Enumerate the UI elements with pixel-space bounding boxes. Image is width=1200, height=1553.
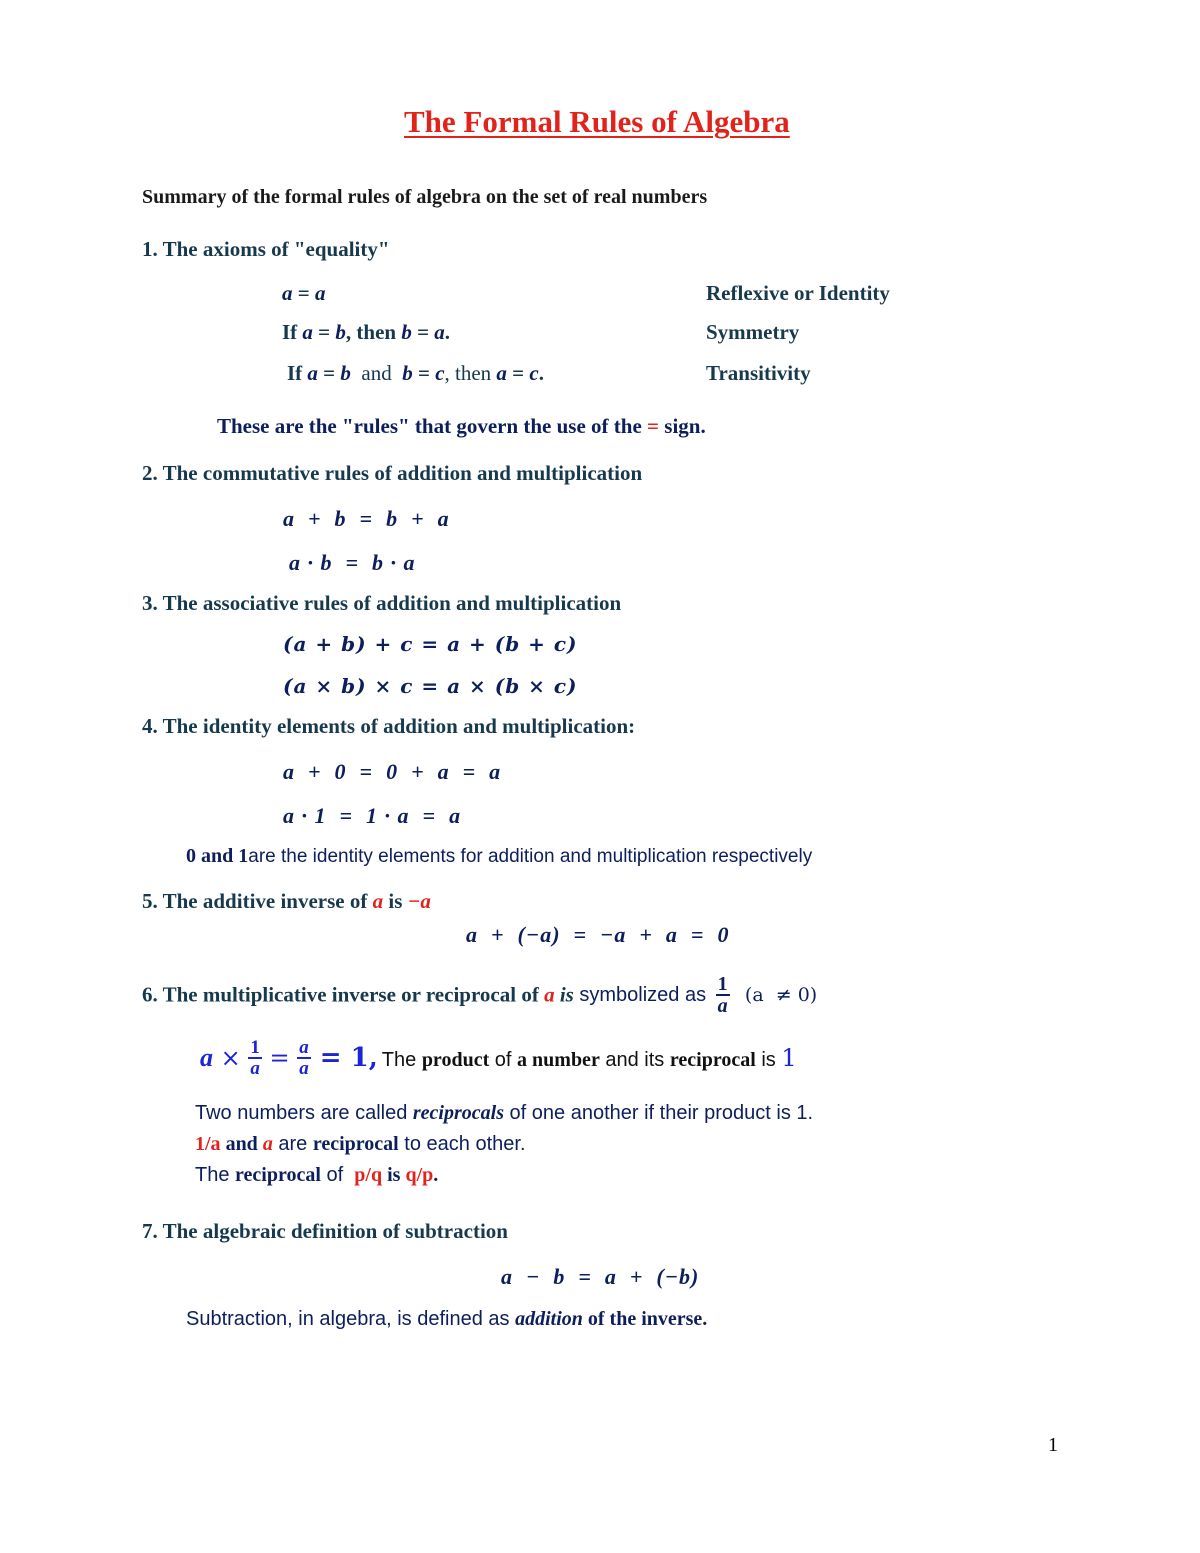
- text-is: is: [755, 1049, 782, 1071]
- reciprocal-definition-line: [195, 1102, 813, 1125]
- equals-sign: =: [411, 320, 435, 344]
- reciprocal-pair-line: [195, 1133, 526, 1156]
- transitivity-equation: [287, 361, 544, 386]
- text: Subtraction, in algebra, is defined as: [186, 1308, 516, 1330]
- section-3-heading: 3. The associative rules of addition and multiplication: [142, 591, 622, 615]
- var-a: a: [372, 889, 384, 913]
- section-5-heading: [142, 889, 431, 914]
- text-one: 1: [781, 1044, 797, 1072]
- var-a: a: [496, 361, 507, 385]
- var-a: a: [302, 320, 313, 344]
- equals-sign: =: [261, 1044, 298, 1072]
- var-b: b: [401, 320, 412, 344]
- var-negative-a: −a: [407, 889, 431, 913]
- fraction-denominator: a: [299, 1058, 309, 1079]
- equals-one: = 1,: [310, 1043, 378, 1073]
- transitivity-label: Transitivity: [706, 361, 811, 385]
- heading-text: 5. The additive inverse of: [142, 889, 373, 913]
- var-a: a: [282, 281, 293, 305]
- equals-sign: =: [292, 281, 315, 305]
- equals-sign: =: [647, 414, 660, 438]
- heading-is: is: [554, 982, 574, 1007]
- reciprocal-product-line: [200, 1038, 797, 1078]
- page-title: The Formal Rules of Algebra: [404, 104, 790, 139]
- heading-is: is: [383, 889, 408, 913]
- then-word: , then: [444, 361, 497, 385]
- text-reciprocals: reciprocals: [412, 1102, 504, 1124]
- section-7-heading: 7. The algebraic definition of subtraction: [142, 1219, 508, 1243]
- reciprocal-pq-line: [195, 1164, 438, 1187]
- var-a: a: [544, 982, 555, 1007]
- fraction-one-over-a: [248, 1038, 262, 1078]
- var-a: a: [314, 281, 326, 305]
- text-of: of: [320, 1164, 355, 1186]
- associative-multiplication-equation: (a × b) × c = a × (b × c): [283, 674, 578, 698]
- text-product: product: [421, 1049, 490, 1071]
- heading-text: 6. The multiplicative inverse or reciprocal of: [142, 982, 545, 1007]
- var-c: c: [435, 361, 445, 385]
- equality-note: [217, 414, 706, 439]
- subtraction-note: [186, 1308, 707, 1331]
- symmetry-label: Symmetry: [706, 320, 800, 344]
- multiplicative-identity-equation: a · 1 = 1 · a = a: [283, 803, 462, 828]
- text-reciprocal: reciprocal: [235, 1164, 321, 1186]
- associative-addition-equation: (a + b) + c = a + (b + c): [283, 632, 578, 656]
- text-addition: addition: [515, 1308, 583, 1330]
- period: .: [538, 361, 544, 385]
- symmetry-equation: [282, 320, 450, 345]
- fraction-denominator: a: [250, 1058, 260, 1079]
- text-and: and: [220, 1133, 263, 1155]
- nonzero-condition: (a ≠ 0): [744, 983, 818, 1006]
- equals-sign: =: [506, 361, 530, 385]
- fraction-numerator: 1: [250, 1037, 260, 1058]
- then-word: , then: [345, 320, 402, 344]
- equals-sign: =: [412, 361, 436, 385]
- text-reciprocal: reciprocal: [312, 1133, 399, 1155]
- one-over-a-text: 1/a: [195, 1133, 221, 1155]
- text-is: is: [382, 1164, 406, 1186]
- text-the: The: [381, 1049, 422, 1071]
- text-of-the-inverse: of the inverse.: [582, 1308, 708, 1330]
- var-a: a: [434, 320, 445, 344]
- if-word: If: [282, 320, 303, 344]
- additive-inverse-equation: a + (−a) = −a + a = 0: [466, 922, 730, 947]
- var-b: b: [340, 361, 351, 385]
- commutative-multiplication-equation: a · b = b · a: [289, 550, 416, 575]
- note-text-end: sign.: [659, 414, 706, 438]
- equals-sign: =: [312, 320, 336, 344]
- text: of one another if their product is 1.: [503, 1102, 814, 1124]
- identity-elements: 0 and 1: [186, 845, 249, 867]
- reflexive-label: Reflexive or Identity: [706, 281, 890, 305]
- text-reciprocal: reciprocal: [669, 1049, 756, 1071]
- times-sign: ×: [213, 1044, 249, 1072]
- var-a: a: [307, 361, 318, 385]
- commutative-addition-equation: a + b = b + a: [283, 506, 450, 531]
- additive-identity-equation: a + 0 = 0 + a = a: [283, 759, 502, 784]
- section-1-heading: 1. The axioms of "equality": [142, 237, 390, 261]
- page-number: 1: [1048, 1434, 1058, 1456]
- heading-symbolized: symbolized as: [573, 984, 712, 1006]
- period: .: [433, 1164, 439, 1186]
- summary-line: Summary of the formal rules of algebra on the set of real numbers: [142, 186, 708, 208]
- section-2-heading: 2. The commutative rules of addition and multiplication: [142, 461, 643, 485]
- var-c: c: [529, 361, 539, 385]
- identity-note: [186, 845, 812, 868]
- var-a: a: [200, 1043, 213, 1072]
- text-the: The: [195, 1164, 236, 1186]
- section-6-heading: [142, 974, 817, 1016]
- q-over-p: q/p: [405, 1164, 434, 1186]
- identity-note-text: are the identity elements for addition and multiplication respectively: [248, 846, 813, 867]
- fraction-numerator: 1: [717, 973, 728, 995]
- subtraction-equation: a − b = a + (−b): [501, 1264, 700, 1289]
- and-word: and: [350, 361, 403, 385]
- text-a-number: a number: [517, 1049, 600, 1071]
- var-a: a: [262, 1133, 273, 1155]
- period: .: [444, 320, 451, 344]
- text-and-its: and its: [599, 1049, 670, 1071]
- text-of: of: [489, 1049, 518, 1071]
- if-word: If: [287, 361, 308, 385]
- fraction-denominator: a: [717, 995, 728, 1017]
- var-b: b: [402, 361, 413, 385]
- reciprocal-fraction: [716, 974, 730, 1016]
- reflexive-equation: [282, 281, 325, 306]
- fraction-numerator: a: [299, 1037, 309, 1058]
- p-over-q: p/q: [354, 1164, 383, 1186]
- text: Two numbers are called: [195, 1102, 413, 1124]
- equals-sign: =: [317, 361, 341, 385]
- var-b: b: [335, 320, 346, 344]
- note-text: These are the "rules" that govern the use of the: [217, 414, 648, 438]
- text: to each other.: [398, 1133, 526, 1155]
- fraction-a-over-a: [297, 1038, 311, 1078]
- text-are: are: [272, 1133, 313, 1155]
- section-4-heading: 4. The identity elements of addition and multiplication:: [142, 714, 636, 738]
- one-over-a: [195, 1133, 221, 1155]
